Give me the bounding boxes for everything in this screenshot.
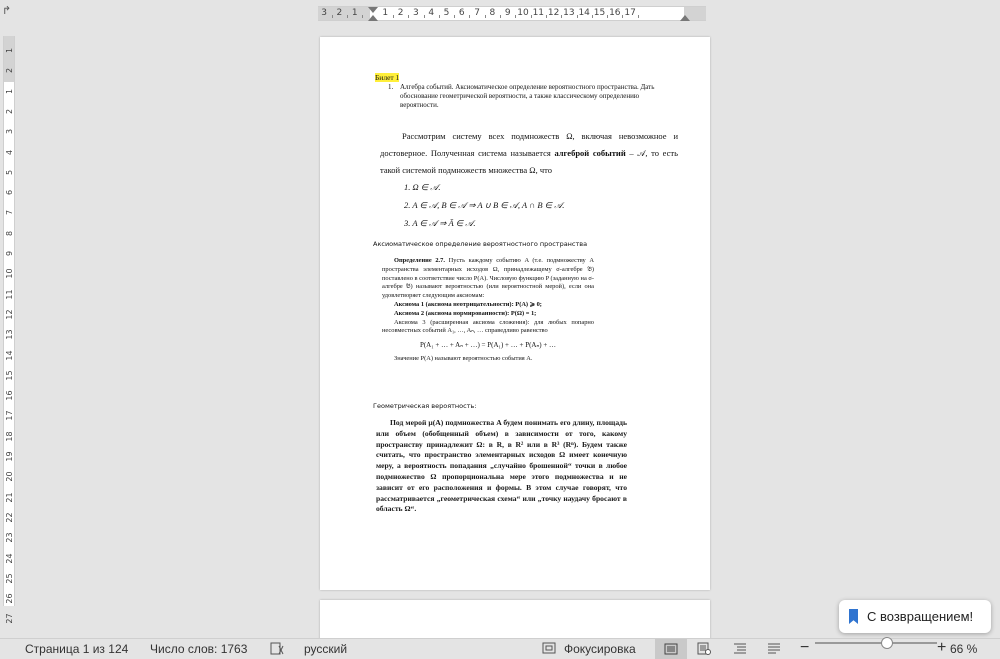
vertical-ruler-number: 19	[5, 451, 14, 462]
question-text: Алгебра событий. Аксиоматическое определение вероятностного пространства. Дать обоснование геометрической вероятности, а также классическому определению вероятности.	[400, 83, 655, 109]
zoom-level[interactable]: 66 %	[950, 642, 978, 656]
axiom-1: Аксиома 1 (аксиома неотрицательности): P(A) ⩾ 0;	[394, 300, 542, 308]
ruler-tick	[546, 15, 547, 18]
ruler-number: 7	[474, 8, 480, 18]
focus-mode-label[interactable]: Фокусировка	[564, 642, 636, 656]
axiom-2: Аксиома 2 (аксиома нормированности): P(Ω) = 1;	[394, 309, 537, 317]
algebra-paragraph	[380, 128, 678, 179]
first-line-indent-marker[interactable]	[368, 7, 378, 13]
zoom-out-button[interactable]: −	[800, 639, 810, 656]
print-layout-view-button[interactable]	[655, 639, 687, 659]
vertical-ruler-number: 2	[5, 108, 14, 114]
vertical-ruler-number: 9	[5, 250, 14, 257]
vertical-ruler-strip	[3, 36, 15, 624]
language-indicator[interactable]: русский	[304, 642, 348, 656]
heading-axiomatic: Аксиоматическое определение вероятностного пространства	[373, 240, 588, 248]
ruler-tick	[424, 15, 425, 18]
document-page[interactable]	[320, 37, 710, 590]
list-item: 3. A ∈ 𝒜 ⇒ Ā ∈ 𝒜.	[404, 218, 476, 228]
heading-geometric: Геометрическая вероятность:	[373, 402, 477, 410]
definition-block	[382, 257, 594, 364]
draft-view-button[interactable]	[767, 642, 781, 657]
vertical-ruler-number: 8	[5, 230, 14, 236]
vertical-ruler-number: 21	[5, 492, 14, 503]
ruler-tick	[531, 15, 532, 18]
ruler-tick	[500, 15, 501, 18]
vertical-ruler-number: 11	[5, 289, 14, 300]
zoom-slider-knob[interactable]	[881, 637, 893, 649]
ruler-tick	[638, 15, 639, 18]
ruler-tick	[454, 15, 455, 18]
zoom-slider[interactable]	[815, 642, 937, 644]
welcome-back-toast[interactable]	[839, 600, 991, 633]
zoom-in-button[interactable]: +	[937, 639, 947, 656]
axiom-3: Аксиома 3 (расширенная аксиома сложения): для любых попарно несовместных событий A₁, …, Aₙ, … справедливо равенство	[382, 318, 594, 335]
vertical-ruler-number: 5	[5, 169, 14, 175]
ticket-label-text: Билет 1	[375, 73, 400, 82]
definition-text: Пусть каждому событию A (т.е. подмножеству A пространства элементарных исходов Ω, принадлежащему σ-алгебре 𝔅) поставлено в соответствие число P(A). Числовую функцию P (заданную на σ-алгебре 𝔅) называют вероятностью (или вероятностной мерой), если она удовлетворяет следующим аксиомам:	[382, 257, 595, 300]
vertical-ruler-number: 7	[5, 210, 14, 216]
vertical-ruler-number: 24	[5, 552, 14, 564]
vertical-ruler-number: 12	[5, 309, 14, 320]
page-count[interactable]: Страница 1 из 124	[25, 642, 129, 656]
ruler-tick	[408, 15, 409, 18]
ruler-number: 10	[517, 8, 529, 18]
ruler-number: 1	[351, 8, 358, 18]
ruler-number: 6	[458, 8, 465, 18]
ruler-number: 3	[321, 8, 327, 18]
ruler-number: 17	[624, 8, 636, 18]
axiom-formula: P(A₁ + … + Aₙ + …) = P(A₁) + … + P(Aₙ) + …	[419, 341, 557, 350]
ruler-number: 2	[336, 8, 343, 18]
ruler-number: 1	[382, 8, 389, 18]
bookmark-icon	[849, 609, 858, 624]
vertical-ruler-number: 13	[5, 329, 14, 340]
algebra-properties-list	[404, 178, 564, 232]
ruler-tick	[332, 15, 333, 18]
vertical-ruler-number: 18	[5, 431, 14, 442]
geometric-paragraph: Под мерой μ(A) подмножества A будем понимать его длину, площадь или объем (обобщенный объем) в зависимости от того, какому пространству принадлежит Ω: в R, в R² или в R³ (Rⁿ). Будем также считать, что пространство элементарных исходов Ω имеет конечную меру, а вероятность попадания „случайно брошенной“ точки в любое подмножество Ω пропорциональна мере этого подмножества и не зависит от его расположения и формы. В этом случае говорят, что рассматривается „геометрическая схема“ или „точку наудачу бросают в область Ω“.	[376, 418, 627, 514]
question-number: 1.	[388, 83, 394, 91]
toast-text: С возвращением!	[867, 609, 974, 624]
ruler-tick	[561, 15, 562, 18]
ruler-number: 2	[397, 8, 404, 18]
vertical-ruler[interactable]	[0, 24, 17, 638]
left-indent-marker[interactable]	[368, 15, 378, 21]
algebra-text-a: Рассмотрим систему всех подмножеств Ω, включая невозможное и достоверное. Полученная система называется	[380, 131, 678, 158]
ruler-number: 12	[547, 8, 560, 18]
ruler-tick	[592, 15, 593, 18]
focus-mode-icon[interactable]	[542, 642, 556, 654]
outline-view-button[interactable]	[733, 642, 747, 657]
vertical-ruler-number: 16	[5, 390, 14, 401]
horizontal-ruler[interactable]	[0, 0, 1000, 24]
algebra-text-b: – 𝒜, то есть такой системой подмножеств множества Ω, что	[380, 148, 678, 175]
ruler-tick	[607, 15, 608, 18]
ruler-tick	[393, 15, 394, 18]
status-bar	[0, 638, 1000, 659]
ruler-number: 11	[532, 8, 545, 18]
vertical-ruler-number: 15	[5, 370, 14, 381]
ticket-label	[375, 73, 399, 82]
right-indent-marker[interactable]	[680, 15, 690, 21]
vertical-ruler-number: 6	[5, 190, 14, 196]
ruler-number: 16	[609, 8, 621, 18]
vertical-ruler-number: 23	[5, 532, 14, 543]
vertical-ruler-number: 2	[5, 68, 14, 74]
vertical-ruler-number: 10	[5, 268, 14, 279]
web-layout-view-button[interactable]	[697, 642, 711, 658]
proofing-icon[interactable]	[270, 642, 285, 655]
ruler-tick	[577, 15, 578, 18]
vertical-ruler-number: 1	[5, 47, 14, 54]
vertical-ruler-number: 14	[5, 349, 14, 361]
algebra-term: алгеброй событий	[554, 148, 626, 158]
list-item: 1. Ω ∈ 𝒜.	[404, 182, 441, 192]
ruler-tick	[515, 15, 516, 18]
question-item	[388, 83, 678, 110]
ruler-tick	[347, 15, 348, 18]
ruler-number: 14	[578, 8, 590, 18]
vertical-ruler-number: 26	[5, 593, 14, 604]
vertical-ruler-number: 27	[5, 613, 14, 624]
vertical-ruler-number: 20	[5, 471, 14, 482]
ruler-tick	[362, 15, 363, 18]
ruler-number: 3	[413, 8, 419, 18]
ruler-number: 8	[489, 8, 496, 18]
word-count[interactable]: Число слов: 1763	[150, 642, 248, 656]
vertical-ruler-number: 4	[5, 149, 14, 155]
list-item: 2. A ∈ 𝒜, B ∈ 𝒜 ⇒ A ∪ B ∈ 𝒜, A ∩ B ∈ 𝒜.	[404, 200, 565, 210]
ruler-tick	[439, 15, 440, 18]
ruler-number: 9	[504, 8, 511, 18]
vertical-ruler-number: 25	[5, 573, 14, 584]
vertical-ruler-number: 22	[5, 512, 14, 523]
ruler-number: 15	[593, 8, 606, 18]
definition-end: Значение P(A) называют вероятностью события A.	[394, 354, 533, 362]
vertical-ruler-number: 1	[5, 88, 14, 94]
definition-title: Определение 2.7.	[394, 257, 445, 264]
vertical-ruler-number: 17	[5, 410, 14, 421]
ruler-number: 5	[443, 8, 450, 18]
tab-selector-icon[interactable]: ↱	[2, 5, 12, 17]
ruler-tick	[485, 15, 486, 18]
vertical-ruler-number: 3	[5, 129, 14, 135]
ruler-number: 4	[428, 8, 435, 18]
ruler-tick	[622, 15, 623, 18]
ruler-number: 13	[563, 8, 575, 18]
ruler-tick	[469, 15, 470, 18]
